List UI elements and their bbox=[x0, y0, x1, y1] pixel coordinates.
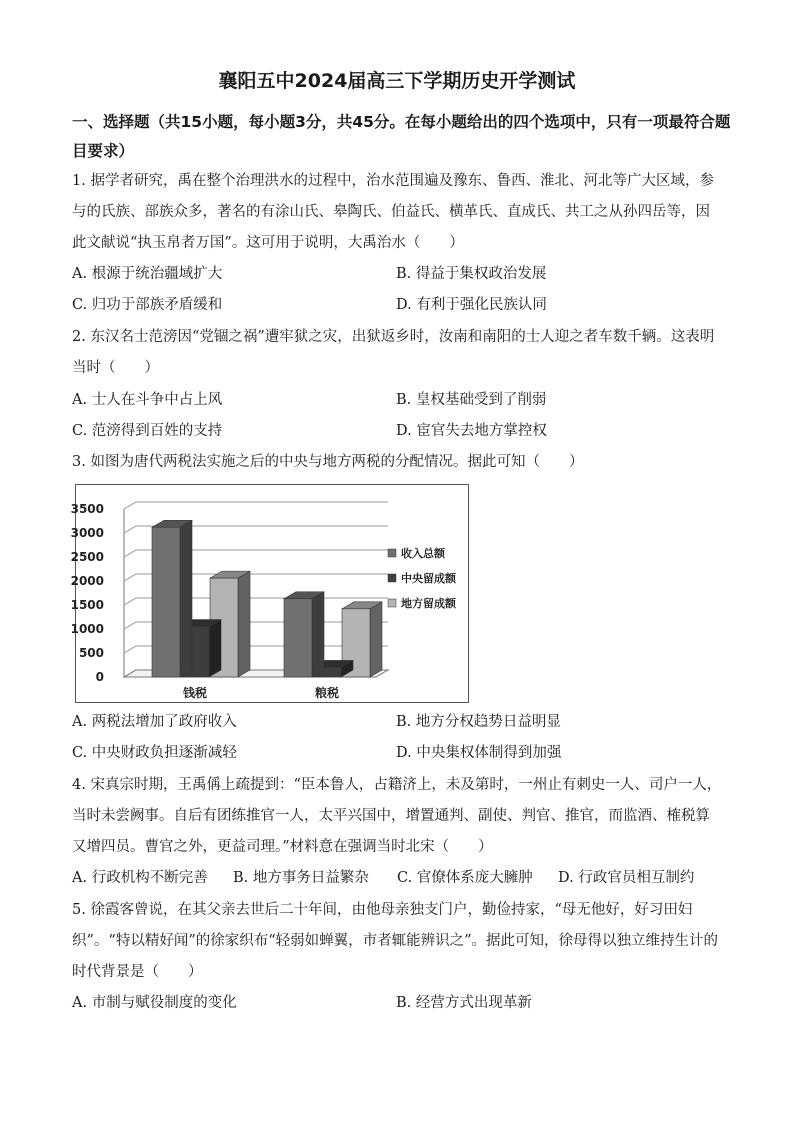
legend-swatch bbox=[388, 549, 396, 557]
y-tick-label: 3500 bbox=[70, 502, 104, 516]
question-4-option-c[interactable]: C. 官僚体系庞大臃肿 bbox=[397, 870, 533, 886]
y-tick-label: 0 bbox=[95, 670, 104, 684]
y-tick-label: 2000 bbox=[70, 574, 104, 588]
bar-side bbox=[180, 520, 192, 677]
question-3-option-a[interactable]: A. 两税法增加了政府收入 bbox=[72, 714, 237, 730]
bar bbox=[152, 527, 180, 677]
legend-label: 收入总额 bbox=[401, 547, 445, 560]
question-3-option-c[interactable]: C. 中央财政负担逐渐减轻 bbox=[72, 745, 237, 761]
question-4-stem: 4. 宋真宗时期，王禹偁上疏提到：“臣本鲁人，占籍济上，未及第时，一州止有刺史一人、司户一人，当时未尝阙事。自后有团练推官一人，太平兴国中，增置通判、副使、判官、推官，而监酒、榷税算又增四员。曹官之外，更益司理。”材料意在强调当时北宋（ ） bbox=[72, 777, 722, 855]
bar-side bbox=[370, 602, 382, 677]
bar-side bbox=[209, 620, 221, 677]
question-4-option-b[interactable]: B. 地方事务日益繁杂 bbox=[233, 870, 369, 886]
question-2-option-d[interactable]: D. 宦官失去地方掌控权 bbox=[396, 423, 547, 439]
legend-swatch bbox=[388, 574, 396, 582]
question-5-option-a[interactable]: A. 市制与赋役制度的变化 bbox=[72, 995, 237, 1011]
question-3-option-d[interactable]: D. 中央集权体制得到加强 bbox=[396, 745, 562, 761]
question-5-option-b[interactable]: B. 经营方式出现革新 bbox=[396, 995, 532, 1011]
question-1-option-b[interactable]: B. 得益于集权政治发展 bbox=[396, 266, 547, 282]
question-3-stem: 3. 如图为唐代两税法实施之后的中央与地方两税的分配情况。据此可知（ ） bbox=[72, 454, 584, 470]
legend-swatch bbox=[388, 599, 396, 607]
y-tick-label: 1500 bbox=[70, 598, 104, 612]
question-2-stem: 2. 东汉名士范滂因“党锢之祸”遭牢狱之灾，出狱返乡时，汝南和南阳的士人迎之者车数千辆。这表明当时（ ） bbox=[72, 329, 715, 376]
tax-distribution-chart bbox=[70, 484, 469, 703]
bar bbox=[284, 599, 312, 677]
chart-canvas bbox=[70, 485, 468, 702]
x-category-label: 粮税 bbox=[314, 686, 340, 700]
question-2-option-c[interactable]: C. 范滂得到百姓的支持 bbox=[72, 423, 223, 439]
question-1-option-c[interactable]: C. 归功于部族矛盾缓和 bbox=[72, 297, 223, 313]
question-1-option-a[interactable]: A. 根源于统治疆域扩大 bbox=[72, 266, 223, 282]
question-1-stem: 1. 据学者研究，禹在整个治理洪水的过程中，治水范围遍及豫东、鲁西、淮北、河北等广大区域，参与的氏族、部族众多，著名的有涂山氏、皋陶氏、伯益氏、横革氏、直成氏、共工之从孙四岳等，因此文献说“执玉帛者万国”。这可用于说明，大禹治水（ ） bbox=[72, 173, 714, 251]
x-category-label: 钱税 bbox=[182, 686, 208, 700]
question-4-option-a[interactable]: A. 行政机构不断完善 bbox=[72, 870, 208, 886]
legend-label: 地方留成额 bbox=[401, 597, 456, 610]
question-4-option-d[interactable]: D. 行政官员相互制约 bbox=[558, 870, 695, 886]
y-tick-label: 500 bbox=[78, 646, 104, 660]
question-2-option-b[interactable]: B. 皇权基础受到了削弱 bbox=[396, 392, 547, 408]
y-tick-label: 2500 bbox=[70, 550, 104, 564]
legend-label: 中央留成额 bbox=[401, 572, 456, 585]
y-tick-label: 3000 bbox=[70, 526, 104, 540]
question-3-option-b[interactable]: B. 地方分权趋势日益明显 bbox=[396, 714, 561, 730]
question-2-option-a[interactable]: A. 士人在斗争中占上风 bbox=[72, 392, 223, 408]
bar-side bbox=[238, 571, 250, 677]
gridline bbox=[124, 502, 388, 509]
page-title: 襄阳五中2024届高三下学期历史开学测试 bbox=[218, 70, 576, 92]
question-1-option-d[interactable]: D. 有利于强化民族认同 bbox=[396, 297, 547, 313]
question-5-stem: 5. 徐霞客曾说，在其父亲去世后二十年间，由他母亲独支门户，勤俭持家，“母无他好，好习田妇织”。“特以精好闻”的徐家织布“轻弱如蝉翼，市者辄能辨识之”。据此可知，徐母得以独立维持生计的时代背景是（ ） bbox=[72, 902, 719, 980]
bar-side bbox=[312, 592, 324, 677]
y-tick-label: 1000 bbox=[70, 622, 104, 636]
section-heading: 一、选择题（共15小题，每小题3分，共45分。在每小题给出的四个选项中，只有一项最符合题目要求） bbox=[72, 113, 731, 160]
